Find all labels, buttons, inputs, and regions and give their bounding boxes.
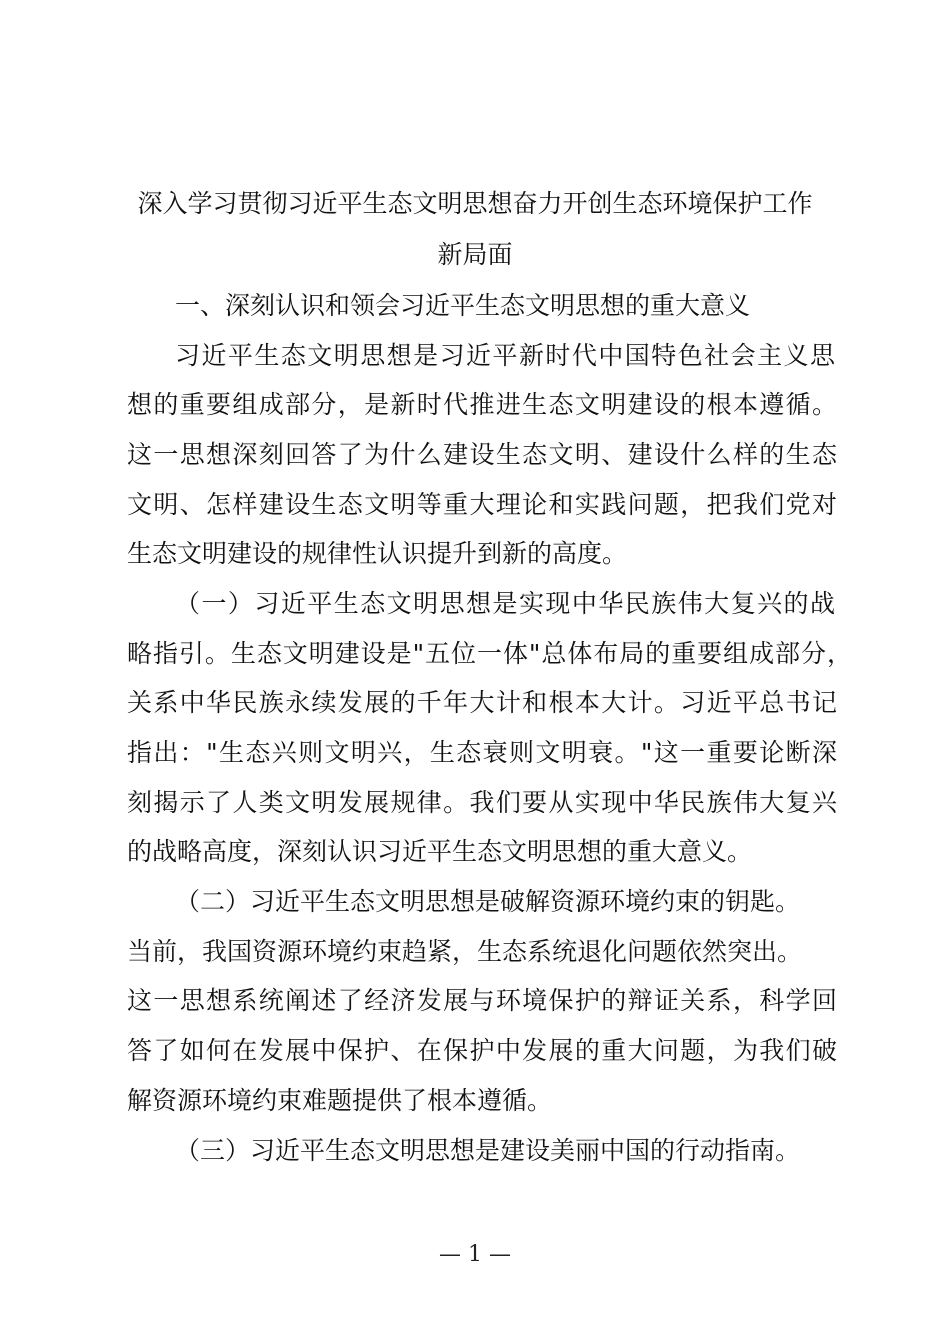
paragraph-line: （一）习近平生态文明思想是实现中华民族伟大复兴的战 xyxy=(175,589,835,618)
section-heading: 一、深刻认识和领会习近平生态文明思想的重大意义 xyxy=(175,291,751,320)
paragraph-line: 关系中华民族永续发展的千年大计和根本大计。习近平总书记 xyxy=(127,688,837,717)
paragraph-line: 略指引。生态文明建设是"五位一体"总体布局的重要组成部分， xyxy=(127,639,852,668)
paragraph-line: 生态文明建设的规律性认识提升到新的高度。 xyxy=(127,539,628,568)
paragraph-line: 习近平生态文明思想是习近平新时代中国特色社会主义思 xyxy=(175,341,835,370)
paragraph-line: 当前，我国资源环境约束趋紧，生态系统退化问题依然突出。 xyxy=(127,937,803,966)
document-title-line1: 深入学习贯彻习近平生态文明思想奋力开创生态环境保护工作 xyxy=(137,189,813,218)
paragraph-line: 解资源环境约束难题提供了根本遵循。 xyxy=(127,1086,553,1115)
paragraph-line: 想的重要组成部分，是新时代推进生态文明建设的根本遵循。 xyxy=(127,390,837,419)
document-title-line2: 新局面 xyxy=(437,240,513,269)
paragraph-line: 答了如何在发展中保护、在保护中发展的重大问题，为我们破 xyxy=(127,1036,837,1065)
paragraph-line: 的战略高度，深刻认识习近平生态文明思想的重大意义。 xyxy=(127,837,753,866)
paragraph-line: （三）习近平生态文明思想是建设美丽中国的行动指南。 xyxy=(175,1136,801,1165)
paragraph-line: 这一思想系统阐述了经济发展与环境保护的辩证关系，科学回 xyxy=(127,986,837,1015)
paragraph-line: （二）习近平生态文明思想是破解资源环境约束的钥匙。 xyxy=(175,887,801,916)
page-number: — 1 — xyxy=(439,1242,511,1267)
paragraph-line: 文明、怎样建设生态文明等重大理论和实践问题，把我们党对 xyxy=(127,490,837,519)
paragraph-line: 刻揭示了人类文明发展规律。我们要从实现中华民族伟大复兴 xyxy=(127,788,837,817)
paragraph-line: 这一思想深刻回答了为什么建设生态文明、建设什么样的生态 xyxy=(127,440,837,469)
paragraph-line: 指出："生态兴则文明兴，生态衰则文明衰。"这一重要论断深 xyxy=(127,738,837,767)
